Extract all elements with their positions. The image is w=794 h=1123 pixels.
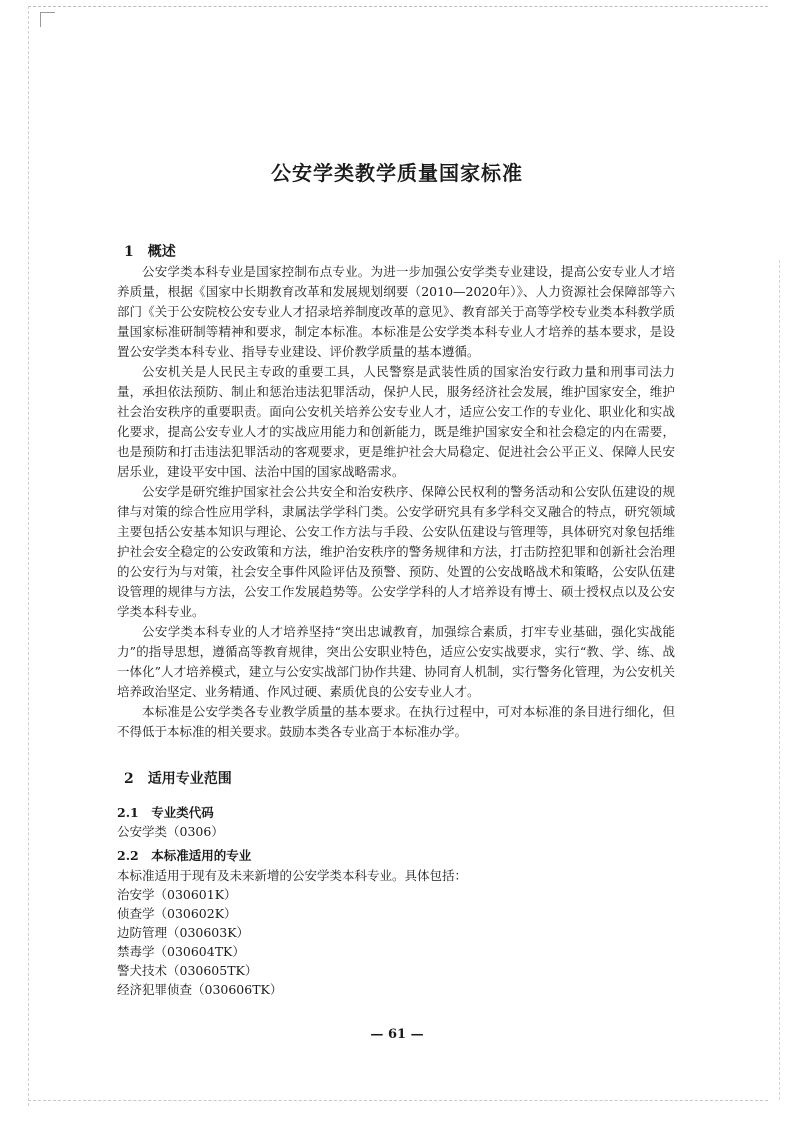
crop-mark [40, 12, 55, 27]
category-code: 公安学类（0306） [117, 824, 224, 839]
scan-border-bottom [28, 1100, 768, 1101]
document-title: 公安学类教学质量国家标准 [271, 161, 523, 185]
subsection-2-1-heading: 2.1 专业类代码 [117, 805, 214, 820]
page-number: — 61 — [370, 1027, 424, 1042]
section-1-body [117, 262, 675, 742]
paragraph: 本标准是公安学类各专业教学质量的基本要求。在执行过程中，可对本标准的条目进行细化，但不得低于本标准的相关要求。鼓励本类各专业高于本标准办学。 [117, 704, 675, 739]
subsection-2-1-body [117, 822, 675, 841]
scan-border-right [779, 260, 780, 1100]
subsection-2-2-heading: 2.2 本标准适用的专业 [117, 848, 252, 863]
scan-border-top [28, 6, 768, 7]
list-item: 经济犯罪侦查（030606TK） [117, 982, 283, 997]
paragraph: 公安机关是人民民主专政的重要工具，人民警察是武装性质的国家治安行政力量和刑事司法力量，承担依法预防、制止和惩治违法犯罪活动，保护人民，服务经济社会发展，维护国家安全，维护社会治安秩序的重要职责。面向公安机关培养公安专业人才，适应公安工作的专业化、职业化和实战化要求，提高公安专业人才的实战应用能力和创新能力，既是维护国家安全和社会稳定的内在需要，也是预防和打击违法犯罪活动的客观要求，更是维护社会大局稳定、促进社会公平正义、保障人民安居乐业，建设平安中国、法治中国的国家战略需求。 [117, 364, 675, 479]
list-item: 侦查学（030602K） [117, 906, 237, 921]
list-item: 边防管理（030603K） [117, 925, 250, 940]
list-item: 禁毒学（030604TK） [117, 944, 245, 959]
major-list [117, 866, 675, 999]
list-item: 警犬技术（030605TK） [117, 963, 258, 978]
list-item: 治安学（030601K） [117, 887, 237, 902]
paragraph: 公安学类本科专业是国家控制布点专业。为进一步加强公安学类专业建设，提高公安专业人才培养质量，根据《国家中长期教育改革和发展规划纲要（2010—2020年）》、人力资源社会保障部等六部门《关于公安院校公安专业人才招录培养制度改革的意见》、教育部关于高等学校专业类本科教学质量国家标准研制等精神和要求，制定本标准。本标准是公安学类本科专业人才培养的基本要求，是设置公安学类本科专业、指导专业建设、评价教学质量的基本遵循。 [117, 264, 675, 359]
section-2-heading: 2 适用专业范围 [124, 771, 232, 787]
paragraph: 公安学是研究维护国家社会公共安全和治安秩序、保障公民权利的警务活动和公安队伍建设的规律与对策的综合性应用学科，隶属法学学科门类。公安学研究具有多学科交叉融合的特点，研究领域主要包括公安基本知识与理论、公安工作方法与手段、公安队伍建设与管理等，具体研究对象包括维护社会安全稳定的公安政策和方法，维护治安秩序的警务规律和方法，打击防控犯罪和创新社会治理的公安行为与对策，社会安全事件风险评估及预警、预防、处置的公安战略战术和策略，公安队伍建设管理的规律与方法，公安工作发展趋势等。公安学学科的人才培养设有博士、硕士授权点以及公安学类本科专业。 [117, 484, 675, 619]
list-intro: 本标准适用于现有及未来新增的公安学类本科专业。具体包括： [117, 868, 468, 883]
paragraph: 公安学类本科专业的人才培养坚持“突出忠诚教育，加强综合素质，打牢专业基础，强化实战能力”的指导思想，遵循高等教育规律，突出公安职业特色，适应公安实战要求，实行“教、学、练、战一体化”人才培养模式，建立与公安实战部门协作共建、协同育人机制，实行警务化管理，为公安机关培养政治坚定、业务精通、作风过硬、素质优良的公安专业人才。 [117, 624, 675, 699]
section-1-heading: 1 概述 [124, 244, 176, 260]
